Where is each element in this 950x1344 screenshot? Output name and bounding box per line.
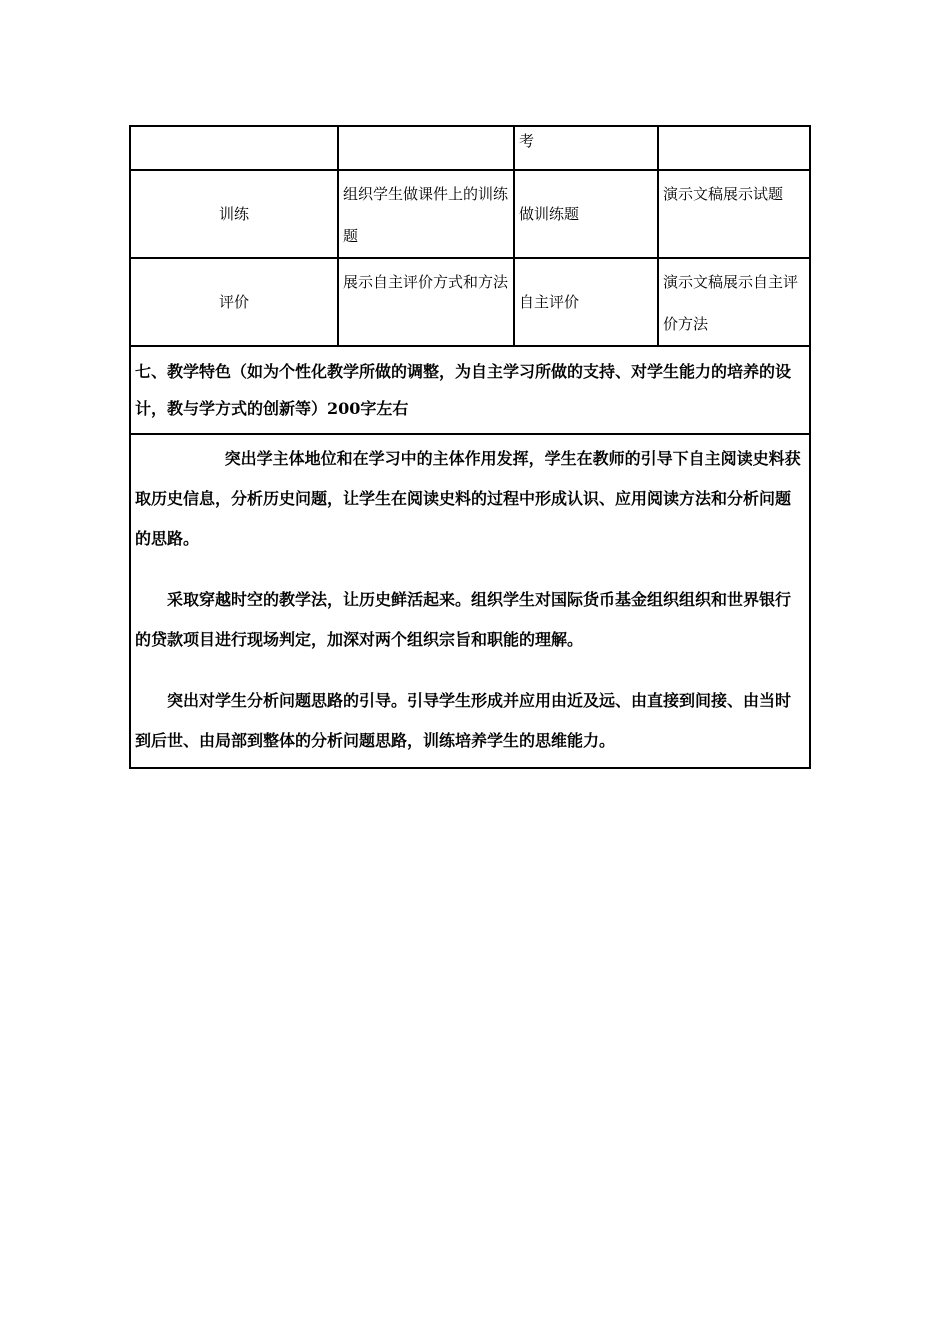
section-heading: 七、教学特色（如为个性化教学所做的调整，为自主学习所做的支持、对学生能力的培养的设计，教与学方式的创新等）200字左右	[130, 346, 810, 434]
teacher-activity-cell	[338, 170, 514, 258]
table-cell	[338, 126, 514, 170]
table-row	[130, 346, 810, 434]
table-row	[130, 258, 810, 346]
lesson-plan-table	[129, 125, 811, 769]
table-cell: 考	[514, 126, 658, 170]
student-activity-cell: 自主评价	[514, 258, 658, 346]
paragraph: 突出学主体地位和在学习中的主体作用发挥，学生在教师的引导下自主阅读史料获取历史信息，分析历史问题，让学生在阅读史料的过程中形成认识、应用阅读方法和分析问题的思路。	[135, 449, 801, 548]
student-activity-cell: 做训练题	[514, 170, 658, 258]
table-cell	[658, 126, 810, 170]
media-cell	[658, 170, 810, 258]
teacher-activity-cell	[338, 258, 514, 346]
section-content	[130, 434, 810, 768]
table-row	[130, 126, 810, 170]
table-row	[130, 434, 810, 768]
stage-cell: 训练	[130, 170, 338, 258]
table-row	[130, 170, 810, 258]
media-text: 演示文稿展示自主评价方法	[663, 273, 799, 333]
media-text: 演示文稿展示试题	[663, 185, 784, 203]
teacher-activity-text: 展示自主评价方式和方法	[343, 273, 509, 291]
paragraph: 采取穿越时空的教学法，让历史鲜活起来。组织学生对国际货币基金组织组织和世界银行的贷款项目进行现场判定，加深对两个组织宗旨和职能的理解。	[135, 590, 792, 649]
stage-cell: 评价	[130, 258, 338, 346]
media-cell	[658, 258, 810, 346]
table-cell	[130, 126, 338, 170]
teacher-activity-text: 组织学生做课件上的训练题	[343, 185, 509, 245]
paragraph: 突出对学生分析问题思路的引导。引导学生形成并应用由近及远、由直接到间接、由当时到后世、由局部到整体的分析问题思路，训练培养学生的思维能力。	[135, 691, 792, 750]
